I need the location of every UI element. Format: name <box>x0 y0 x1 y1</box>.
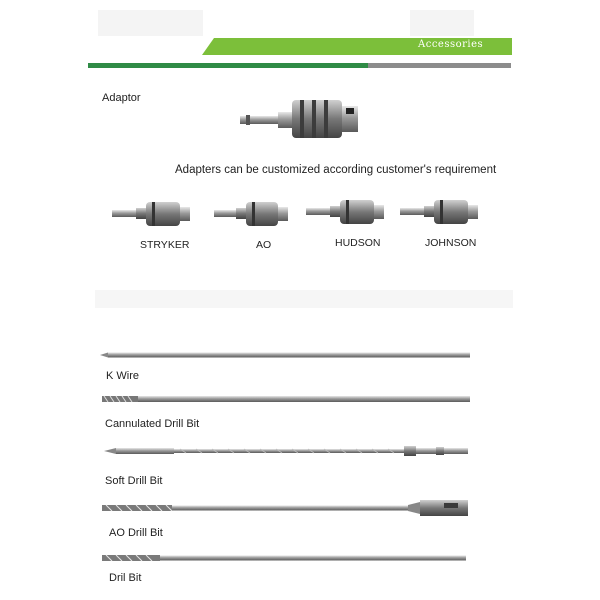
adaptor-note: Adapters can be customized according customer's requirement <box>175 164 497 176</box>
header-rule-grey <box>368 63 511 68</box>
adapter-type-stryker: STRYKER <box>140 239 190 251</box>
adaptor-label: Adaptor <box>102 92 141 104</box>
johnson-adapter-image <box>400 197 480 227</box>
header-rule-green <box>88 63 368 68</box>
ao-adapter-image <box>214 199 290 229</box>
soft-drill-bit-image <box>100 443 472 459</box>
stryker-adapter-image <box>112 199 192 229</box>
instrument-label-soft-drill-bit: Soft Drill Bit <box>105 475 163 487</box>
hudson-adapter-image <box>306 197 386 227</box>
header-title: Accessories <box>418 39 484 50</box>
adapter-type-ao: AO <box>256 239 272 251</box>
instrument-label-cannulated-drill-bit: Cannulated Drill Bit <box>105 418 200 430</box>
faint-block-right <box>410 10 474 36</box>
instrument-label-k-wire: K Wire <box>106 370 139 382</box>
adapter-type-johnson: JOHNSON <box>425 237 477 249</box>
faint-block-left <box>98 10 203 36</box>
ao-drill-bit-image <box>100 497 472 519</box>
instrument-label-drill-bit: Dril Bit <box>109 572 142 584</box>
cannulated-drill-bit-image <box>100 393 472 405</box>
faint-band <box>95 290 513 308</box>
adapter-type-hudson: HUDSON <box>335 237 381 249</box>
adaptor-image <box>238 96 368 142</box>
k-wire-image <box>100 350 472 360</box>
drill-bit-image <box>100 552 472 564</box>
instrument-label-ao-drill-bit: AO Drill Bit <box>109 527 163 539</box>
